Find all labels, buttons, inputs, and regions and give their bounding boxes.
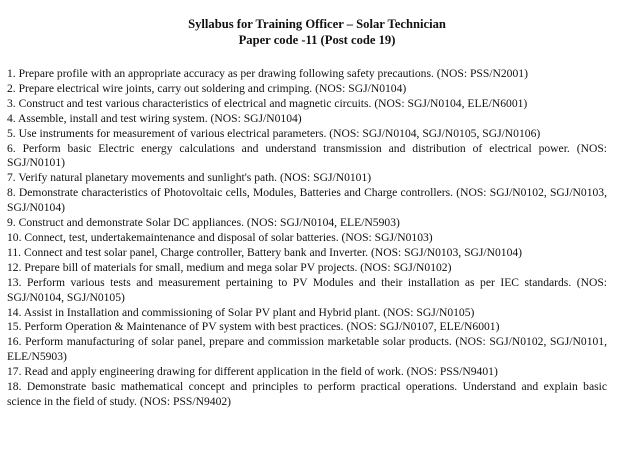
syllabus-item: 6. Perform basic Electric energy calculations and understand transmission and distribution of electrical power. (NOS: SGJ/N0101) [7, 141, 607, 170]
syllabus-item: 1. Prepare profile with an appropriate accuracy as per drawing following safety precautions. (NOS: PSS/N2001) [7, 67, 528, 80]
syllabus-item: 10. Connect, test, undertakemaintenance and disposal of solar batteries. (NOS: SGJ/N0103) [7, 230, 433, 244]
syllabus-item: 13. Perform various tests and measurement pertaining to PV Modules and their installation as per IEC standards. (NOS: SGJ/N0104, SGJ/N0105) [7, 275, 607, 304]
syllabus-item: 7. Verify natural planetary movements and sunlight's path. (NOS: SGJ/N0101) [7, 171, 372, 185]
paper-code: Paper code -11 (Post code 19) [238, 33, 396, 47]
syllabus-item: 4. Assemble, install and test wiring system. (NOS: SGJ/N0104) [7, 111, 302, 125]
syllabus-item: 14. Assist in Installation and commissioning of Solar PV plant and Hybrid plant. (NOS: SGJ/N0105) [7, 305, 475, 319]
syllabus-item: 18. Demonstrate basic mathematical concept and principles to perform practical operations. Understand and explain basic science in the field of study. (NOS: PSS/N9402) [7, 380, 607, 408]
syllabus-item: 11. Connect and test solar panel, Charge controller, Battery bank and Inverter. (NOS: SGJ/N0103, SGJ/N0104) [7, 245, 523, 259]
syllabus-item: 9. Construct and demonstrate Solar DC appliances. (NOS: SGJ/N0104, ELE/N5903) [7, 216, 400, 230]
syllabus-item: 3. Construct and test various characteristics of electrical and magnetic circuits. (NOS: SGJ/N0104, ELE/N6001) [7, 96, 528, 110]
syllabus-item: 2. Prepare electrical wire joints, carry out soldering and crimping. (NOS: SGJ/N0104) [7, 81, 407, 95]
syllabus-item: 5. Use instruments for measurement of various electrical parameters. (NOS: SGJ/N0104, SGJ/N0105, SGJ/N0106) [7, 126, 541, 140]
syllabus-item: 17. Read and apply engineering drawing for different application in the field of work. (NOS: PSS/N9401) [7, 365, 498, 379]
document-title: Syllabus for Training Officer – Solar Technician [188, 17, 446, 31]
syllabus-item: 15. Perform Operation & Maintenance of PV system with best practices. (NOS: SGJ/N0107, ELE/N6001) [7, 320, 500, 334]
syllabus-item: 16. Perform manufacturing of solar panel, prepare and commission marketable solar products. (NOS: SGJ/N0102, SGJ/N0101, ELE/N5903) [7, 335, 607, 364]
syllabus-list [7, 67, 607, 410]
syllabus-item: 8. Demonstrate characteristics of Photovoltaic cells, Modules, Batteries and Charge controllers. (NOS: SGJ/N0102, SGJ/N0103, SGJ/N0104) [7, 186, 607, 215]
syllabus-item: 12. Prepare bill of materials for small, medium and mega solar PV projects. (NOS: SGJ/N0102) [7, 260, 452, 274]
document-header [0, 16, 634, 48]
